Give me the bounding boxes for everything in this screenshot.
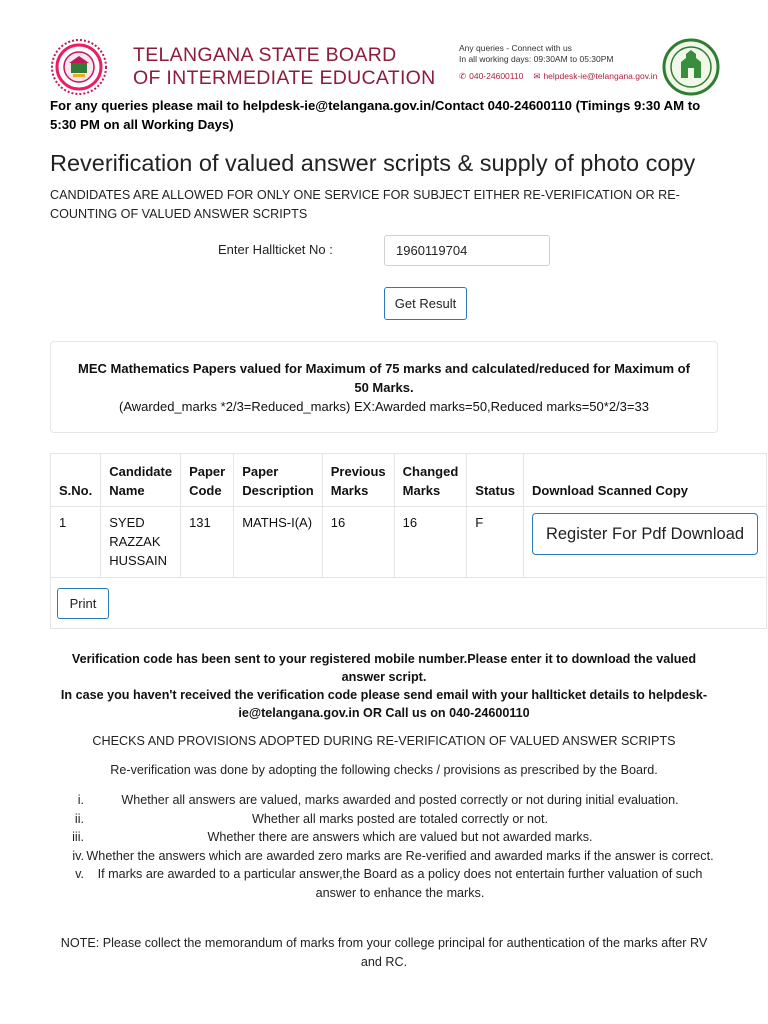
cell-paper-code: 131 <box>181 507 234 578</box>
results-header-row <box>51 454 767 507</box>
contact-box <box>459 43 657 82</box>
list-item <box>50 847 718 866</box>
table-row <box>51 507 767 578</box>
checks-list <box>50 791 718 902</box>
contact-phone[interactable]: ✆ 040-24600110 <box>459 71 524 81</box>
verification-notice <box>50 650 718 722</box>
marks-info-formula: (Awarded_marks *2/3=Reduced_marks) EX:Awarded marks=50,Reduced marks=50*2/3=33 <box>119 399 649 414</box>
register-pdf-download-button[interactable]: Register For Pdf Download <box>532 513 758 555</box>
results-table <box>50 453 767 629</box>
verification-line2: In case you haven't received the verification code please send email with your hallticket details to helpdesk-ie@telangana.gov.in OR Call us on 040-24600110 <box>60 688 708 720</box>
print-cell <box>51 578 767 629</box>
cell-previous-marks: 16 <box>322 507 394 578</box>
list-item-number: iv. <box>72 848 84 863</box>
cell-status: F <box>467 507 524 578</box>
print-button[interactable]: Print <box>57 588 109 619</box>
list-item <box>50 810 718 829</box>
header-download: Download Scanned Copy <box>524 454 767 507</box>
board-title-line1: TELANGANA STATE BOARD <box>133 44 397 66</box>
checks-heading: CHECKS AND PROVISIONS ADOPTED DURING RE-VERIFICATION OF VALUED ANSWER SCRIPTS <box>92 734 676 748</box>
marks-info-card <box>50 341 718 433</box>
checks-intro: Re-verification was done by adopting the following checks / provisions as prescribed by the Board. <box>110 763 658 777</box>
page-title: Reverification of valued answer scripts & supply of photo copy <box>50 150 696 176</box>
phone-icon: ✆ <box>459 71 467 81</box>
hallticket-label: Enter Hallticket No : <box>218 242 333 257</box>
header-paper-code: Paper Code <box>181 454 234 507</box>
header-sno: S.No. <box>51 454 101 507</box>
cell-changed-marks: 16 <box>394 507 467 578</box>
contact-row <box>459 71 657 82</box>
query-contact-line: For any queries please mail to helpdesk-ie@telangana.gov.in/Contact 040-24600110 (Timings 9:30 AM to 5:30 PM on all Working Days) <box>50 98 701 132</box>
list-item-text: Whether all marks posted are totaled correctly or not. <box>251 811 549 826</box>
get-result-button[interactable]: Get Result <box>384 287 467 320</box>
header-previous-marks: Previous Marks <box>322 454 394 507</box>
cell-sno: 1 <box>51 507 101 578</box>
list-item <box>50 865 718 902</box>
list-item-number: i. <box>77 793 84 807</box>
board-title-line2: OF INTERMEDIATE EDUCATION <box>133 67 436 89</box>
verification-line1: Verification code has been sent to your registered mobile number.Please enter it to download the valued answer script. <box>71 652 697 684</box>
header-candidate-name: Candidate Name <box>101 454 181 507</box>
list-item-number: iii. <box>72 830 84 844</box>
list-item-text: Whether all answers are valued, marks awarded and posted correctly or not during initial evaluation. <box>121 793 679 807</box>
board-title <box>133 44 436 90</box>
header-changed-marks: Changed Marks <box>394 454 467 507</box>
hallticket-input[interactable] <box>384 235 550 266</box>
cell-paper-description: MATHS-I(A) <box>234 507 323 578</box>
list-item-number: v. <box>75 867 84 881</box>
list-item-number: ii. <box>74 811 84 826</box>
site-header <box>0 0 768 96</box>
contact-line2: In all working days: 09:30AM to 05:30PM <box>459 54 614 64</box>
cell-candidate-name: SYED RAZZAK HUSSAIN <box>101 507 181 578</box>
marks-info-bold: MEC Mathematics Papers valued for Maximum of 75 marks and calculated/reduced for Maximum of 50 Marks. <box>78 361 690 395</box>
list-item-text: If marks are awarded to a particular answer,the Board as a policy does not entertain further valuation of such answer to enhance the marks. <box>97 867 703 900</box>
service-notice: CANDIDATES ARE ALLOWED FOR ONLY ONE SERVICE FOR SUBJECT EITHER RE-VERIFICATION OR RE-COUNTING OF VALUED ANSWER SCRIPTS <box>50 188 680 221</box>
contact-email[interactable]: ✉ helpdesk-ie@telangana.gov.in <box>533 71 658 81</box>
header-paper-description: Paper Description <box>234 454 323 507</box>
telangana-emblem-icon <box>662 38 720 96</box>
list-item-text: Whether there are answers which are valued but not awarded marks. <box>207 830 593 844</box>
cell-download <box>524 507 767 578</box>
contact-line1: Any queries - Connect with us <box>459 43 572 53</box>
memorandum-note: NOTE: Please collect the memorandum of marks from your college principal for authentication of the marks after RV and RC. <box>60 936 708 969</box>
list-item <box>50 828 718 847</box>
list-item-text: Whether the answers which are awarded zero marks are Re-verified and awarded marks if the answer is correct. <box>86 848 714 863</box>
print-row <box>51 578 767 629</box>
mail-icon: ✉ <box>533 71 541 81</box>
header-status: Status <box>467 454 524 507</box>
list-item <box>50 791 718 810</box>
tsbie-logo-icon <box>50 38 108 96</box>
